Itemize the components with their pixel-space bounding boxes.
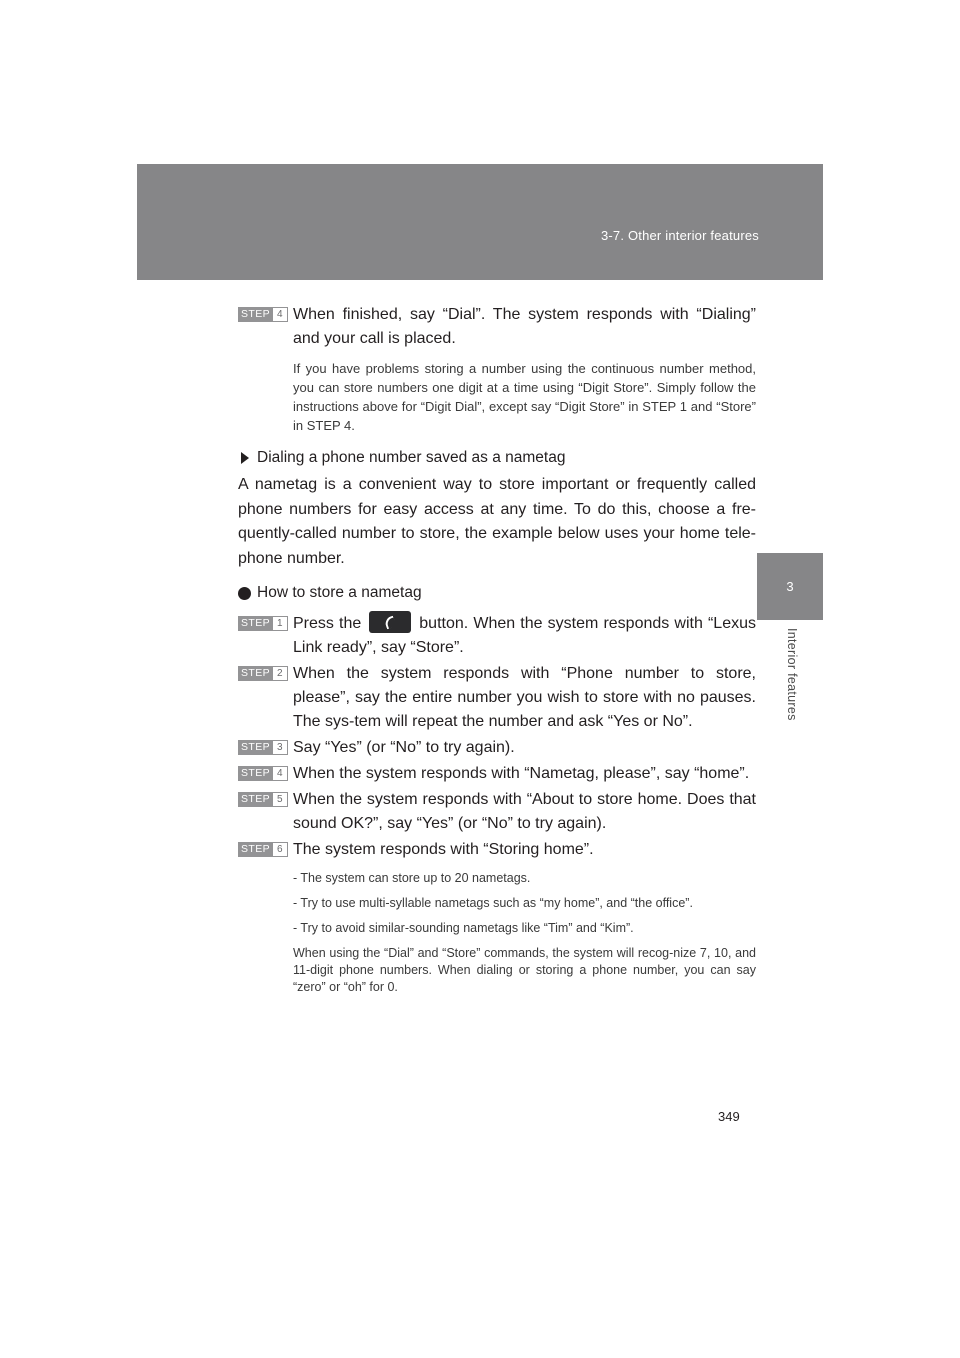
intro-paragraph: A nametag is a convenient way to store important or frequently called phone numbers for easy access at any time. To do this, choose a fre-quently-called number to store, the example below uses your home tele-phone number.	[238, 476, 756, 567]
note-item: - The system can store up to 20 nametags.	[293, 871, 531, 885]
step-1: STEP 1 Press the button. When the system responds with “Lexus Link ready”, say “Store”.	[238, 612, 756, 660]
chapter-label: Interior features	[785, 628, 799, 721]
notes-list	[238, 870, 756, 996]
step-text: When the system responds with “Phone number to store, please”, say the entire number you wish to store with no pauses. The sys-tem will repeat the number and ask “Yes or No”.	[293, 665, 756, 730]
step-badge: STEP 4	[238, 307, 288, 322]
page-number: 349	[718, 1109, 740, 1124]
section-title: 3-7. Other interior features	[600, 228, 759, 243]
chapter-header-band	[137, 164, 823, 280]
page-content	[238, 303, 756, 996]
step-4	[238, 762, 756, 786]
step-badge: STEP 5	[238, 792, 288, 807]
digit-store-note: If you have problems storing a number using the continuous number method, you can store numbers one digit at a time using “Digit Store”. Simply follow the instructions above for “Digit Dial”, except say “Digit Store” in STEP 1 and “Store” in STEP 4.	[293, 361, 756, 433]
bullet-circle-icon	[238, 587, 251, 600]
step-text: When the system responds with “Nametag, please”, say “home”.	[293, 765, 750, 782]
note-item: When using the “Dial” and “Store” commands, the system will recog-nize 7, 10, and 11-digit phone numbers. When dialing or storing a phone number, you can say “zero” or “oh” for 0.	[293, 946, 756, 994]
step-4-dial	[238, 303, 756, 351]
step-text: When the system responds with “About to store home. Does that sound OK?”, say “Yes” (or “No” to try again).	[293, 791, 756, 832]
bullet-heading: How to store a nametag	[238, 584, 756, 602]
step-2	[238, 662, 756, 734]
step-badge: STEP 1	[238, 616, 288, 631]
chapter-tab	[757, 553, 823, 620]
note-item: - Try to avoid similar-sounding nametags like “Tim” and “Kim”.	[293, 921, 634, 935]
step-5	[238, 788, 756, 836]
note-item: - Try to use multi-syllable nametags such as “my home”, and “the office”.	[293, 896, 693, 910]
arrow-right-icon	[241, 452, 249, 464]
step-text: Say “Yes” (or “No” to try again).	[293, 739, 515, 756]
step-text: When finished, say “Dial”. The system responds with “Dialing” and your call is placed.	[293, 306, 756, 347]
step-badge: STEP 6	[238, 842, 288, 857]
step-badge: STEP 4	[238, 766, 288, 781]
subheading: Dialing a phone number saved as a nametag	[238, 449, 756, 467]
chapter-number: 3	[786, 579, 794, 594]
step-3	[238, 736, 756, 760]
step-badge: STEP 2	[238, 666, 288, 681]
step-6	[238, 838, 756, 862]
step-badge: STEP 3	[238, 740, 288, 755]
phone-handset-icon	[369, 611, 411, 633]
step-text: The system responds with “Storing home”.	[293, 841, 594, 858]
